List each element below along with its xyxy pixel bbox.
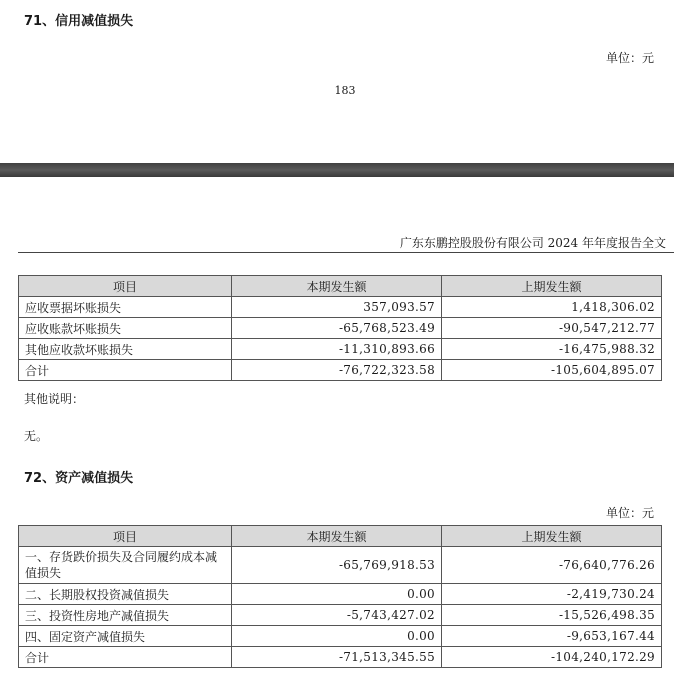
current-value: 0.00 (232, 626, 442, 647)
row-label: 其他应收款坏账损失 (19, 339, 232, 360)
notes-content: 无。 (24, 429, 49, 443)
col-header-item: 项目 (19, 276, 232, 297)
row-label: 合计 (19, 360, 232, 381)
table-row (19, 547, 662, 584)
row-label: 三、投资性房地产减值损失 (19, 605, 232, 626)
previous-value: -104,240,172.29 (442, 647, 662, 668)
previous-value: -15,526,498.35 (442, 605, 662, 626)
previous-value: -105,604,895.07 (442, 360, 662, 381)
col-header-current: 本期发生额 (232, 276, 442, 297)
page-number: 183 (334, 84, 356, 97)
col-header-previous: 上期发生额 (442, 276, 662, 297)
section-72-title: 72、资产减值损失 (24, 471, 134, 486)
row-label: 应收票据坏账损失 (19, 297, 232, 318)
row-label: 一、存货跌价损失及合同履约成本减值损失 (19, 547, 232, 584)
row-label: 合计 (19, 647, 232, 668)
previous-value: -9,653,167.44 (442, 626, 662, 647)
col-header-previous: 上期发生额 (442, 526, 662, 547)
col-header-item: 项目 (19, 526, 232, 547)
unit-label-71: 单位：元 (605, 51, 654, 65)
total-row (19, 647, 662, 668)
current-value: -76,722,323.58 (232, 360, 442, 381)
table-header-row (19, 526, 662, 547)
current-value: 0.00 (232, 584, 442, 605)
current-value: -5,743,427.02 (232, 605, 442, 626)
previous-value: -76,640,776.26 (442, 547, 662, 584)
table-row (19, 339, 662, 360)
header-rule (18, 252, 674, 253)
total-row (19, 360, 662, 381)
current-value: -65,768,523.49 (232, 318, 442, 339)
row-label: 二、长期股权投资减值损失 (19, 584, 232, 605)
credit-impairment-table (18, 275, 662, 381)
current-value: -65,769,918.53 (232, 547, 442, 584)
page-break-bar (0, 163, 674, 177)
notes-label: 其他说明： (24, 392, 85, 406)
col-header-current: 本期发生额 (232, 526, 442, 547)
previous-value: -16,475,988.32 (442, 339, 662, 360)
report-header: 广东东鹏控股股份有限公司 2024 年年度报告全文 (399, 236, 666, 250)
previous-value: -90,547,212.77 (442, 318, 662, 339)
row-label: 四、固定资产减值损失 (19, 626, 232, 647)
row-label: 应收账款坏账损失 (19, 318, 232, 339)
table-row (19, 626, 662, 647)
table-row (19, 605, 662, 626)
table-header-row (19, 276, 662, 297)
unit-label-72: 单位：元 (605, 506, 654, 520)
current-value: -71,513,345.55 (232, 647, 442, 668)
table-row (19, 584, 662, 605)
current-value: -11,310,893.66 (232, 339, 442, 360)
current-value: 357,093.57 (232, 297, 442, 318)
asset-impairment-table (18, 525, 662, 668)
section-71-title: 71、信用减值损失 (24, 14, 134, 29)
previous-value: -2,419,730.24 (442, 584, 662, 605)
table-row (19, 297, 662, 318)
previous-value: 1,418,306.02 (442, 297, 662, 318)
table-row (19, 318, 662, 339)
